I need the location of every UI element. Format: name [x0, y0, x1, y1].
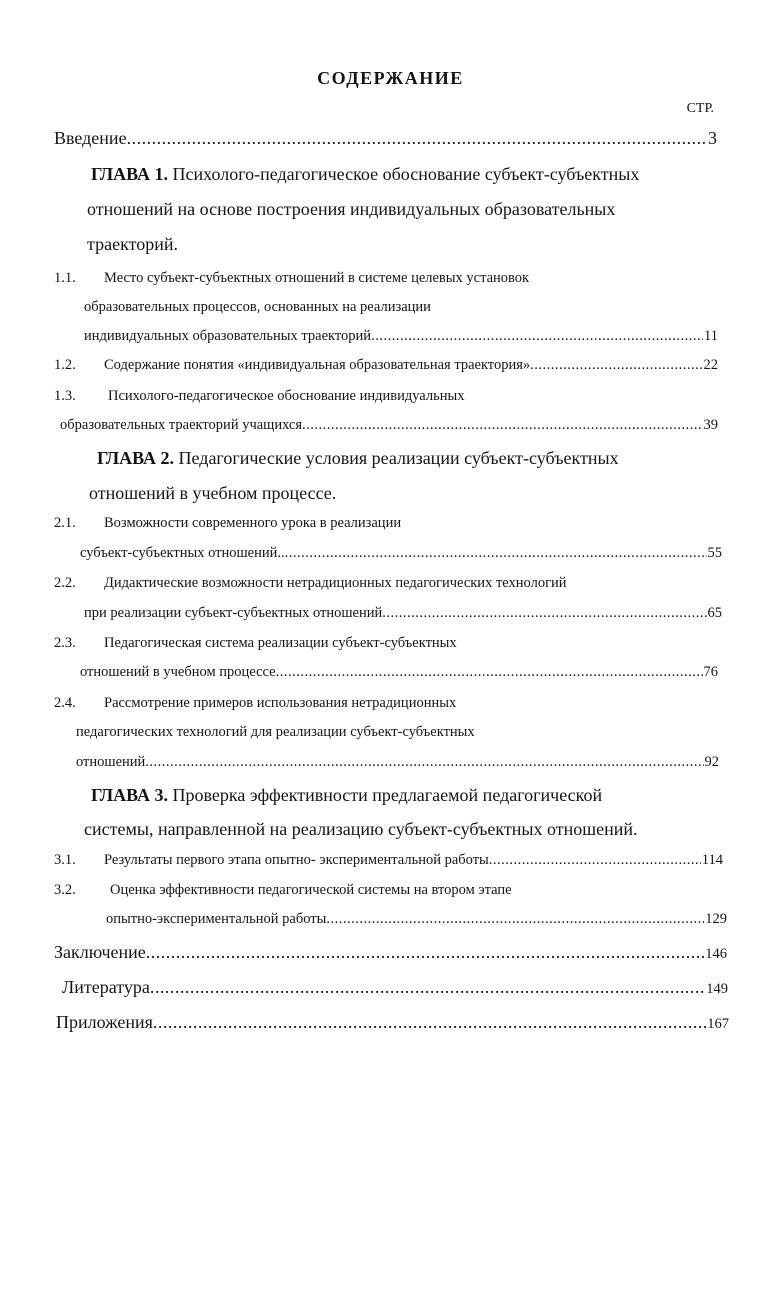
entry-label: отношений в учебном процессе: [80, 664, 276, 680]
page-number: 22: [703, 357, 718, 373]
section-number: 2.3.: [54, 635, 76, 651]
page-number: 92: [704, 754, 719, 770]
toc-entry-intro[interactable]: [54, 128, 717, 149]
entry-label: субъект-субъектных отношений..: [80, 545, 285, 561]
toc-entry-1-2[interactable]: [104, 357, 718, 374]
entry-label: опытно-экспериментальной работы: [106, 911, 327, 927]
chapter-title-line: Психолого-педагогическое обоснование субъект-субъектных: [172, 164, 640, 184]
toc-entry-conclusion[interactable]: [54, 942, 727, 963]
page-number: 3: [708, 128, 717, 148]
section-title-line: Возможности современного урока в реализации: [104, 515, 402, 531]
entry-label: Заключение: [54, 942, 146, 962]
page-number: 11: [704, 328, 718, 344]
entry-label: Введение: [54, 128, 127, 148]
leader-dots: [489, 852, 701, 869]
chapter-prefix: ГЛАВА 1.: [91, 164, 169, 184]
chapter-3-heading[interactable]: [91, 785, 602, 806]
section-title-line: Дидактические возможности нетрадиционных педагогических технологий: [104, 575, 567, 591]
section-number: 1.1.: [54, 270, 76, 286]
entry-label: образовательных траекторий учащихся: [60, 417, 303, 433]
leader-dots: [145, 754, 703, 771]
leader-dots: [127, 128, 707, 149]
section-title-line: Оценка эффективности педагогической системы на втором этапе: [110, 882, 512, 898]
page-number: 39: [703, 417, 718, 433]
toc-entry-2-3[interactable]: [80, 664, 718, 681]
page-number: 167: [707, 1016, 729, 1032]
chapter-title-line: отношений в учебном процессе.: [89, 483, 337, 503]
toc-entry-literature[interactable]: [62, 977, 728, 998]
page-title: СОДЕРЖАНИЕ: [317, 68, 464, 88]
leader-dots: [153, 1012, 706, 1033]
toc-entry-2-1[interactable]: [80, 545, 722, 562]
leader-dots: [382, 605, 706, 622]
toc-entry-1-3[interactable]: [60, 417, 718, 434]
entry-label: Литература: [62, 977, 150, 997]
entry-label: отношений: [76, 754, 146, 770]
toc-entry-3-1[interactable]: [104, 852, 723, 869]
page-number: 114: [701, 852, 723, 868]
toc-entry-2-2[interactable]: [84, 605, 722, 622]
leader-dots: [150, 977, 705, 998]
chapter-2-heading[interactable]: [97, 448, 619, 469]
chapter-prefix: ГЛАВА 3.: [91, 785, 169, 805]
chapter-title-line: Проверка эффективности предлагаемой педагогической: [172, 785, 603, 805]
page-number: 76: [703, 664, 718, 680]
chapter-title-line: отношений на основе построения индивидуальных образовательных: [87, 199, 616, 219]
leader-dots: [302, 417, 702, 434]
entry-label: Содержание понятия «индивидуальная образовательная траектория»: [104, 357, 531, 373]
toc-entry-appendix[interactable]: [56, 1012, 729, 1033]
toc-entry-3-2[interactable]: [106, 911, 727, 928]
entry-label: индивидуальных образовательных траекторий: [84, 328, 372, 344]
toc-entry-1-1[interactable]: [84, 328, 718, 345]
section-number: 2.4.: [54, 695, 76, 711]
section-number: 3.2.: [54, 882, 76, 898]
entry-label: Результаты первого этапа опытно- экспериментальной работы: [104, 852, 489, 868]
leader-dots: [146, 942, 704, 963]
chapter-prefix: ГЛАВА 2.: [97, 448, 175, 468]
chapter-1-heading[interactable]: [91, 164, 639, 185]
leader-dots: [371, 328, 703, 345]
chapter-title-line: траекторий.: [87, 234, 178, 254]
page-column-header: СТР.: [686, 101, 714, 116]
page-number: 55: [707, 545, 722, 561]
leader-dots: [285, 545, 707, 562]
section-title-line: Педагогическая система реализации субъект-субъектных: [104, 635, 457, 651]
chapter-title-line: системы, направленной на реализацию субъект-субъектных отношений.: [84, 819, 638, 839]
section-number: 2.1.: [54, 515, 76, 531]
leader-dots: [530, 357, 702, 374]
page-number: 129: [705, 911, 727, 927]
section-title-line: образовательных процессов, основанных на реализации: [84, 299, 431, 315]
section-number: 2.2.: [54, 575, 76, 591]
leader-dots: [276, 664, 703, 681]
page-number: 149: [706, 981, 728, 997]
section-number: 1.2.: [54, 357, 76, 373]
entry-label: Приложения: [56, 1012, 153, 1032]
section-number: 1.3.: [54, 388, 76, 404]
section-number: 3.1.: [54, 852, 76, 868]
entry-label: при реализации субъект-субъектных отношений: [84, 605, 383, 621]
page-number: 146: [705, 946, 727, 962]
toc-entry-2-4[interactable]: [76, 754, 719, 771]
section-title-line: Место субъект-субъектных отношений в системе целевых установок: [104, 270, 530, 286]
leader-dots: [326, 911, 704, 928]
chapter-title-line: Педагогические условия реализации субъект-субъектных: [178, 448, 619, 468]
section-title-line: Рассмотрение примеров использования нетрадиционных: [104, 695, 457, 711]
section-title-line: педагогических технологий для реализации субъект-субъектных: [76, 724, 475, 740]
section-title-line: Психолого-педагогическое обоснование индивидуальных: [108, 388, 465, 404]
page-number: 65: [707, 605, 722, 621]
